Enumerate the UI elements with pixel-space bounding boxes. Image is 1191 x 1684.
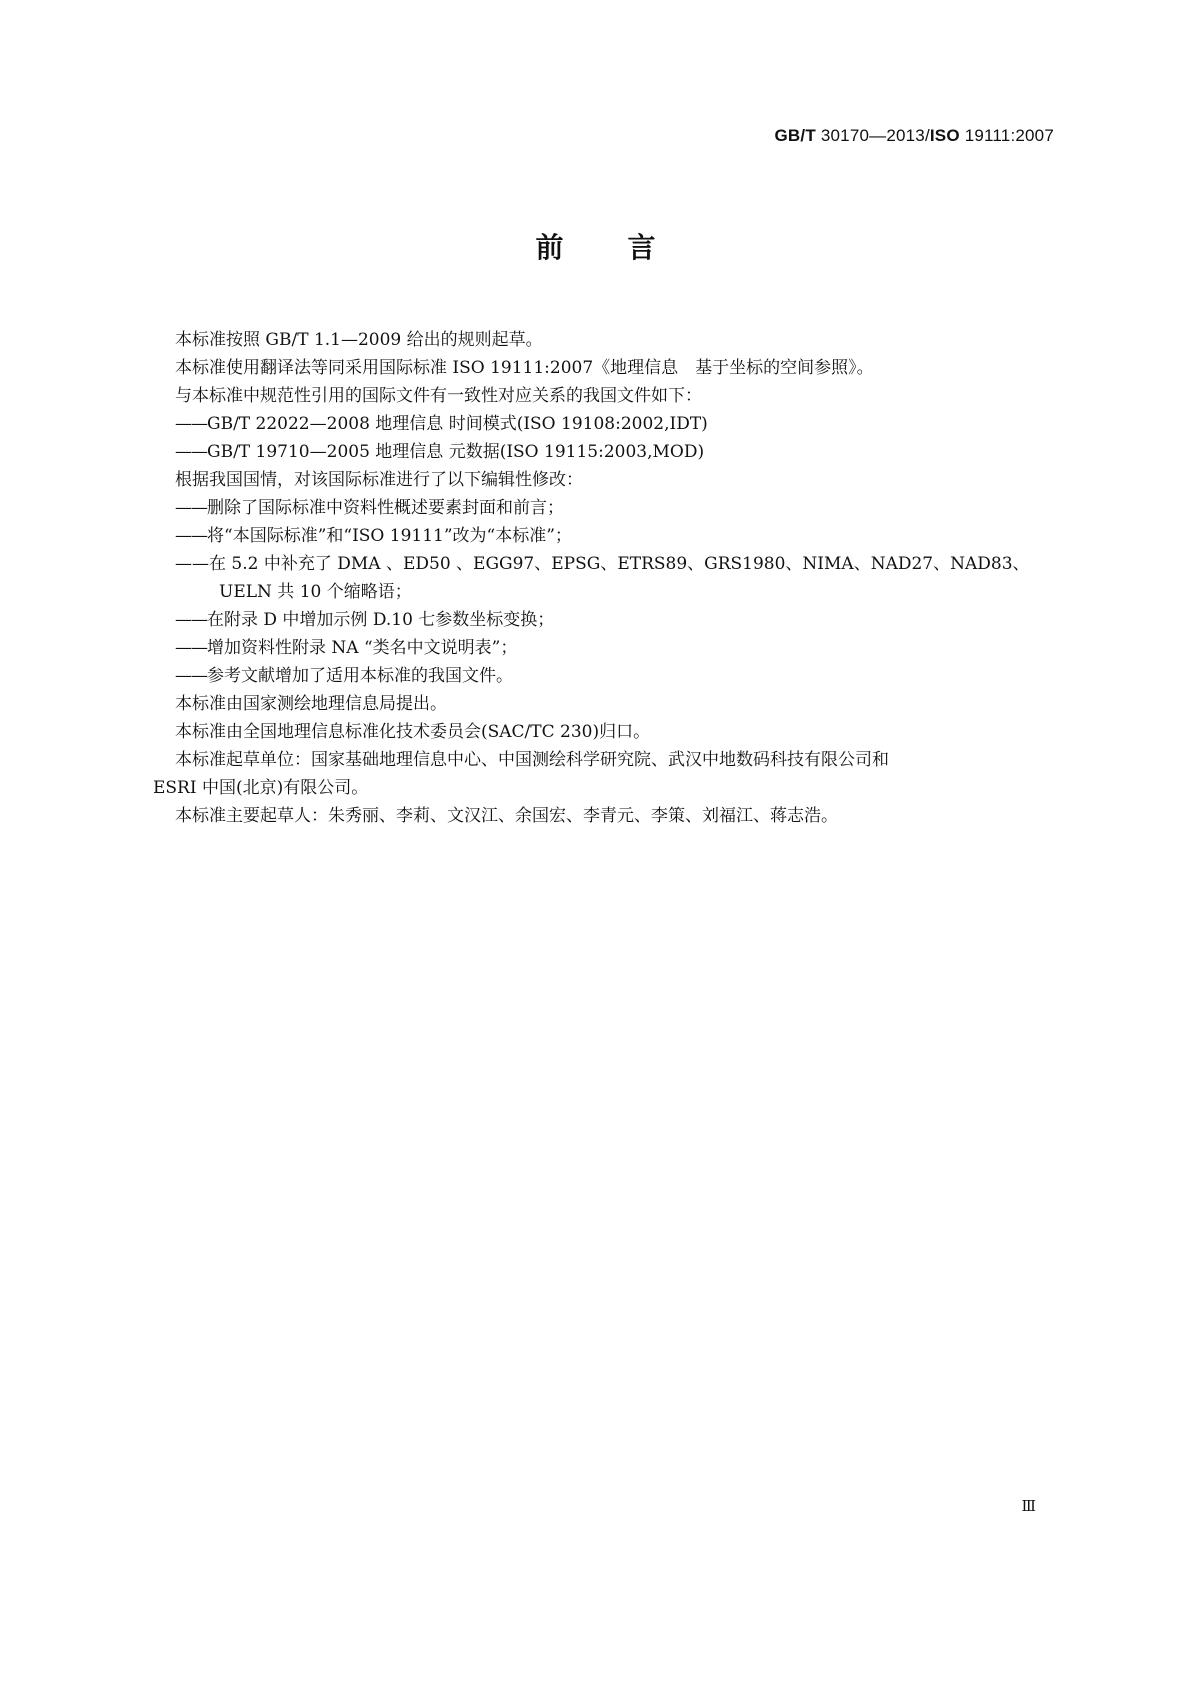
page-title: 前言 [535,231,720,264]
modification-item-1 [153,494,1068,522]
modification-item-4 [153,606,1068,634]
modification-item-2 [153,522,1068,550]
modification-text: 删除了国际标准中资料性概述要素封面和前言； [207,498,564,518]
modification-item-3 [153,550,1068,606]
paragraph-drafting-rules: 本标准按照 GB/T 1.1—2009 给出的规则起草。 [175,330,543,350]
modification-text: 将“本国际标准”和“ISO 19111”改为“本标准”； [207,526,572,546]
drafting-units-line-1: 本标准起草单位：国家基础地理信息中心、中国测绘科学研究院、武汉中地数码科技有限公司和 [175,750,889,770]
reference-text: GB/T 22022—2008 地理信息 时间模式(ISO 19108:2002,IDT) [207,414,708,434]
reference-item-1 [153,410,1068,438]
paragraph-under-jurisdiction: 本标准由全国地理信息标准化技术委员会(SAC/TC 230)归口。 [175,722,651,742]
modification-text: 参考文献增加了适用本标准的我国文件。 [207,666,513,686]
modification-text: 在附录 D 中增加示例 D.10 七参数坐标变换； [207,610,555,630]
drafting-units-line-2: ESRI 中国(北京)有限公司。 [153,778,369,798]
std-prefix: GB/T [774,126,816,145]
paragraph-translation-method: 本标准使用翻译法等同采用国际标准 ISO 19111:2007《地理信息 基于坐标的空间参照》。 [175,358,874,378]
paragraph-drafting-units [153,746,1068,802]
modification-text: 在 5.2 中补充了 DMA 、ED50 、EGG97、EPSG、ETRS89、GRS1980、NIMA、NAD27、NAD83、 [209,554,1030,574]
modification-item-6 [153,662,1068,690]
reference-text: GB/T 19710—2005 地理信息 元数据(ISO 19115:2003,MOD) [207,442,705,462]
reference-item-2 [153,438,1068,466]
dash-mark: —— [175,638,207,658]
dash-mark: —— [175,414,207,434]
iso-number: 19111:2007 [964,126,1054,145]
modification-text-continued: UELN 共 10 个缩略语； [219,582,412,602]
modification-text: 增加资料性附录 NA “类名中文说明表”； [207,638,518,658]
paragraph-corresponding-documents: 与本标准中规范性引用的国际文件有一致性对应关系的我国文件如下： [175,386,702,406]
paragraph-editorial-changes: 根据我国国情，对该国际标准进行了以下编辑性修改： [175,470,583,490]
page-number: Ⅲ [1021,1497,1036,1515]
standard-number-header [775,126,1055,146]
dash-mark: —— [175,554,209,574]
std-number: 30170—2013/ [820,126,930,145]
iso-prefix: ISO [929,126,960,145]
paragraph-main-drafters: 本标准主要起草人：朱秀丽、李莉、文汉江、余国宏、李青元、李策、刘福江、蒋志浩。 [175,806,838,826]
dash-mark: —— [175,498,207,518]
foreword-body [153,326,1068,830]
modification-item-5 [153,634,1068,662]
dash-mark: —— [175,526,207,546]
dash-mark: —— [175,666,207,686]
paragraph-proposed-by: 本标准由国家测绘地理信息局提出。 [175,694,447,714]
dash-mark: —— [175,442,207,462]
dash-mark: —— [175,610,207,630]
